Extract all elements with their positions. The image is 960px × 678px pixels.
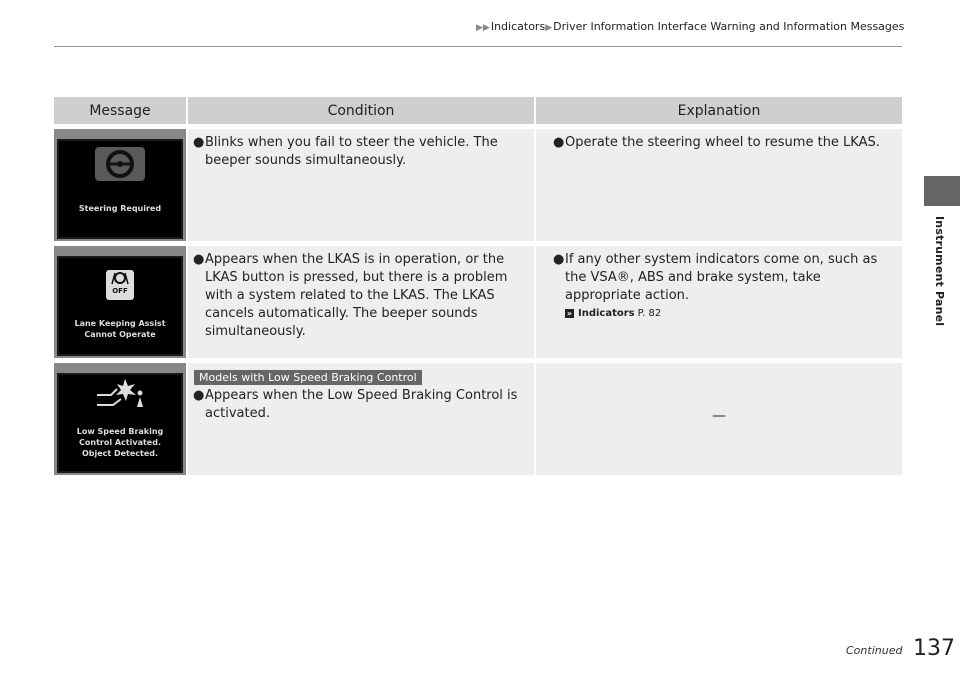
condition-text: Appears when the LKAS is in operation, or the LKAS button is pressed, but there is a problem with a system related to the LKAS. The LKAS cancels automatically. The beeper sounds simultaneously.: [205, 252, 508, 339]
table-header-row: [54, 97, 902, 124]
column-header-message: Message: [54, 97, 188, 124]
bullet-icon: ●: [553, 252, 565, 267]
screen-caption: Steering Required: [78, 204, 162, 213]
reference-label: Indicators: [578, 308, 635, 319]
cross-reference-link[interactable]: [565, 308, 896, 319]
bullet-icon: ●: [193, 252, 205, 267]
explanation-text: If any other system indicators come on, such as the VSA®, ABS and brake system, take appropriate action.: [565, 252, 878, 303]
steering-required-screen: [57, 139, 183, 239]
bullet-icon: ●: [193, 388, 205, 403]
page-number: 137: [913, 636, 955, 661]
reference-arrow-icon: »: [566, 309, 573, 318]
screen-caption: Lane Keeping Assist Cannot Operate: [74, 319, 166, 339]
warning-message-table: [54, 97, 902, 475]
explanation-cell: [536, 124, 902, 241]
condition-cell: [188, 124, 536, 241]
condition-cell: [188, 358, 536, 475]
breadcrumb-item-messages: Driver Information Interface Warning and Information Messages: [553, 20, 905, 33]
bullet-icon: ●: [553, 135, 565, 150]
explanation-text: Operate the steering wheel to resume the LKAS.: [565, 135, 880, 150]
table-row: [54, 124, 902, 241]
table-row: [54, 241, 902, 358]
explanation-cell: [536, 358, 902, 475]
bullet-icon: ●: [193, 135, 205, 150]
header-divider: [54, 46, 902, 47]
table-row: [54, 358, 902, 475]
message-image-cell: [54, 124, 188, 241]
section-tab-marker: [924, 176, 960, 206]
breadcrumb-item-indicators: Indicators: [490, 20, 546, 33]
low-speed-braking-screen: [57, 373, 183, 473]
section-side-label: Instrument Panel: [933, 216, 946, 327]
condition-cell: [188, 241, 536, 358]
explanation-text: —: [712, 408, 726, 424]
screen-caption: Low Speed Braking Control Activated. Object Detected.: [76, 427, 164, 458]
continued-label: Continued: [846, 644, 903, 657]
lkas-off-icon: [106, 270, 134, 300]
breadcrumb: [476, 20, 905, 33]
message-image-cell: [54, 358, 188, 475]
breadcrumb-arrow-icon: ▶: [545, 23, 553, 33]
message-image-cell: [54, 241, 188, 358]
condition-text: Appears when the Low Speed Braking Control is activated.: [205, 388, 518, 421]
breadcrumb-arrow-icon: ▶▶: [476, 23, 490, 33]
steering-wheel-icon: [59, 141, 181, 237]
reference-page: P. 82: [637, 308, 662, 319]
explanation-cell: [536, 241, 902, 358]
model-applicability-badge: Models with Low Speed Braking Control: [194, 370, 422, 385]
column-header-condition: Condition: [188, 97, 536, 124]
condition-text: Blinks when you fail to steer the vehicle. The beeper sounds simultaneously.: [205, 135, 498, 168]
column-header-explanation: Explanation: [536, 97, 902, 124]
lane-keeping-assist-screen: [57, 256, 183, 356]
off-label: OFF: [112, 287, 128, 295]
